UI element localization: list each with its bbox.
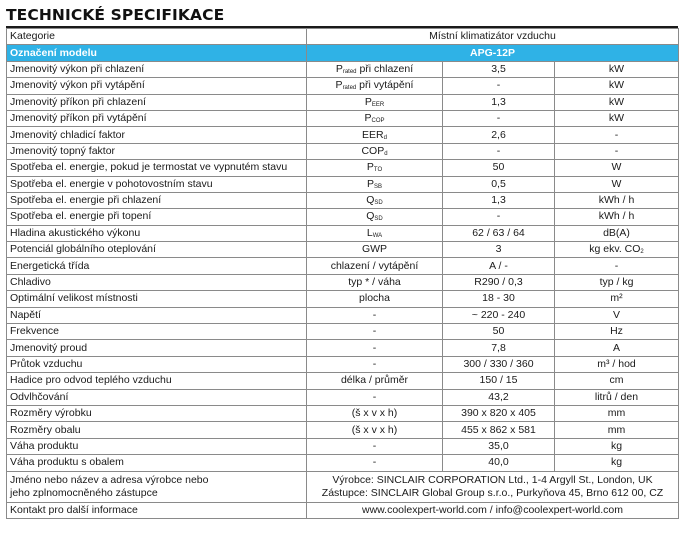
spec-row xyxy=(7,258,679,274)
spec-value: 1,3 xyxy=(443,192,555,208)
page-title: TECHNICKÉ SPECIFIKACE xyxy=(6,6,225,24)
manufacturer-line2: Zástupce: SINCLAIR Global Group s.r.o., Purkyňova 45, Brno 612 00, CZ xyxy=(321,486,664,499)
spec-unit-main: cm xyxy=(609,374,624,387)
spec-symbol-subscript: COP xyxy=(371,118,385,125)
spec-label: Spotřeba el. energie v pohotovostním stavu xyxy=(7,176,307,192)
spec-symbol-main: P xyxy=(335,79,343,92)
spec-label: Energetická třída xyxy=(7,258,307,274)
spec-unit xyxy=(555,110,679,126)
spec-value: 62 / 63 / 64 xyxy=(443,225,555,241)
spec-symbol-subscript: TO xyxy=(373,167,383,174)
spec-unit-main: kW xyxy=(608,62,625,75)
category-value: Místní klimatizátor vzduchu xyxy=(307,29,679,45)
spec-symbol xyxy=(307,242,443,258)
spec-symbol-subscript: SD xyxy=(374,200,383,207)
spec-row xyxy=(7,127,679,143)
spec-label: Spotřeba el. energie při topení xyxy=(7,209,307,225)
spec-unit-main: typ / kg xyxy=(599,276,634,289)
spec-unit-main: kg xyxy=(610,439,623,452)
spec-symbol-main: P xyxy=(364,95,372,108)
spec-table-body xyxy=(7,29,679,472)
spec-symbol xyxy=(307,110,443,126)
spec-unit xyxy=(555,160,679,176)
spec-symbol xyxy=(307,356,443,372)
spec-label: Rozměry výrobku xyxy=(7,405,307,421)
spec-unit-main: kg ekv. CO xyxy=(589,243,641,256)
spec-row xyxy=(7,307,679,323)
spec-label: Jmenovitý příkon při vytápění xyxy=(7,110,307,126)
spec-symbol xyxy=(307,307,443,323)
spec-symbol xyxy=(307,192,443,208)
spec-symbol-main: - xyxy=(372,325,377,338)
contact-label: Kontakt pro další informace xyxy=(7,502,307,518)
spec-label: Váha produktu xyxy=(7,438,307,454)
spec-symbol-main: EER xyxy=(362,128,384,141)
spec-symbol-main: - xyxy=(372,456,377,469)
spec-row xyxy=(7,160,679,176)
spec-value: 3 xyxy=(443,242,555,258)
spec-symbol xyxy=(307,258,443,274)
spec-symbol xyxy=(307,340,443,356)
spec-value: 50 xyxy=(443,160,555,176)
spec-label: Průtok vzduchu xyxy=(7,356,307,372)
spec-unit-main: mm xyxy=(607,407,626,420)
spec-row xyxy=(7,225,679,241)
spec-unit xyxy=(555,94,679,110)
contact-value: www.coolexpert-world.com / info@coolexpert-world.com xyxy=(307,502,679,518)
spec-unit xyxy=(555,405,679,421)
spec-row xyxy=(7,78,679,94)
spec-row xyxy=(7,389,679,405)
spec-symbol xyxy=(307,160,443,176)
spec-unit xyxy=(555,291,679,307)
manufacturer-line1: Výrobce: SINCLAIR CORPORATION Ltd., 1-4 Argyll St., London, UK xyxy=(332,474,653,487)
spec-row xyxy=(7,176,679,192)
spec-symbol-main: (š x v x h) xyxy=(351,423,398,436)
spec-unit-main: - xyxy=(614,128,619,141)
category-row xyxy=(7,29,679,45)
spec-symbol-main: délka / průměr xyxy=(340,374,409,387)
spec-label: Jmenovitý výkon při vytápění xyxy=(7,78,307,94)
spec-value: ~ 220 - 240 xyxy=(443,307,555,323)
spec-unit-main: mm xyxy=(607,423,626,436)
spec-row xyxy=(7,110,679,126)
spec-unit xyxy=(555,258,679,274)
spec-value: 35,0 xyxy=(443,438,555,454)
spec-unit-main: V xyxy=(612,308,620,321)
model-value: APG-12P xyxy=(307,45,679,61)
spec-symbol xyxy=(307,373,443,389)
spec-row xyxy=(7,274,679,290)
spec-unit xyxy=(555,242,679,258)
spec-symbol-suffix: při chlazení xyxy=(356,62,414,75)
spec-symbol xyxy=(307,143,443,159)
spec-symbol xyxy=(307,209,443,225)
spec-unit-main: m³ / hod xyxy=(597,358,636,370)
spec-value: 43,2 xyxy=(443,389,555,405)
spec-table-footer xyxy=(7,471,679,518)
spec-row xyxy=(7,143,679,159)
spec-label: Spotřeba el. energie, pokud je termostat ve vypnutém stavu xyxy=(7,160,307,176)
spec-symbol-main: L xyxy=(366,226,373,239)
spec-unit-main: - xyxy=(614,259,619,272)
spec-unit-main: kWh / h xyxy=(598,194,635,207)
spec-symbol-subscript: d xyxy=(384,150,388,157)
spec-symbol xyxy=(307,225,443,241)
spec-row xyxy=(7,356,679,372)
manufacturer-row xyxy=(7,471,679,502)
spec-unit-main: kW xyxy=(608,95,625,108)
spec-row xyxy=(7,422,679,438)
spec-value: 390 x 820 x 405 xyxy=(443,405,555,421)
spec-label: Rozměry obalu xyxy=(7,422,307,438)
spec-unit xyxy=(555,438,679,454)
spec-unit-main: dB(A) xyxy=(603,226,630,239)
spec-symbol xyxy=(307,405,443,421)
spec-row xyxy=(7,61,679,77)
spec-row xyxy=(7,438,679,454)
spec-symbol-subscript: rated xyxy=(342,68,357,75)
spec-unit xyxy=(555,373,679,389)
spec-symbol xyxy=(307,422,443,438)
spec-label: Jmenovitý příkon při chlazení xyxy=(7,94,307,110)
spec-symbol xyxy=(307,324,443,340)
spec-symbol-main: COP xyxy=(361,144,385,157)
spec-unit-main: litrů / den xyxy=(594,390,639,403)
spec-label: Spotřeba el. energie při chlazení xyxy=(7,192,307,208)
spec-unit-subscript: 2 xyxy=(640,249,644,256)
spec-symbol-main: chlazení / vytápění xyxy=(330,259,419,272)
spec-unit-main: - xyxy=(614,144,619,157)
spec-symbol-main: (š x v x h) xyxy=(351,407,398,420)
spec-symbol-subscript: SD xyxy=(374,216,383,223)
spec-unit-main: A xyxy=(612,341,620,354)
spec-symbol-main: Q xyxy=(366,210,375,223)
spec-unit xyxy=(555,422,679,438)
spec-unit-main: kg xyxy=(610,456,623,469)
spec-row xyxy=(7,192,679,208)
spec-value: 300 / 330 / 360 xyxy=(443,356,555,372)
spec-value: 7,8 xyxy=(443,340,555,356)
spec-value: R290 / 0,3 xyxy=(443,274,555,290)
spec-unit xyxy=(555,192,679,208)
spec-row xyxy=(7,94,679,110)
spec-symbol-main: P xyxy=(366,161,374,174)
spec-label: Napětí xyxy=(7,307,307,323)
spec-value: 18 - 30 xyxy=(443,291,555,307)
spec-value: 2,6 xyxy=(443,127,555,143)
spec-symbol-subscript: d xyxy=(383,134,387,141)
spec-symbol xyxy=(307,176,443,192)
spec-symbol-main: - xyxy=(372,341,377,354)
manufacturer-label xyxy=(7,471,307,502)
spec-value: 1,3 xyxy=(443,94,555,110)
spec-row xyxy=(7,373,679,389)
model-row xyxy=(7,45,679,61)
spec-symbol xyxy=(307,455,443,471)
spec-symbol-subscript: EER xyxy=(371,101,385,108)
spec-row xyxy=(7,455,679,471)
spec-symbol xyxy=(307,78,443,94)
spec-unit xyxy=(555,78,679,94)
spec-value: 40,0 xyxy=(443,455,555,471)
spec-label: Hadice pro odvod teplého vzduchu xyxy=(7,373,307,389)
spec-label: Jmenovitý topný faktor xyxy=(7,143,307,159)
spec-row xyxy=(7,242,679,258)
spec-unit-main: kWh / h xyxy=(598,210,635,223)
spec-symbol xyxy=(307,61,443,77)
spec-unit xyxy=(555,389,679,405)
spec-unit xyxy=(555,209,679,225)
spec-unit xyxy=(555,176,679,192)
spec-unit xyxy=(555,455,679,471)
spec-unit-main: kW xyxy=(608,112,625,125)
spec-value: - xyxy=(443,110,555,126)
contact-row xyxy=(7,502,679,518)
spec-value: - xyxy=(443,78,555,94)
spec-unit xyxy=(555,340,679,356)
model-label: Označení modelu xyxy=(7,45,307,61)
spec-symbol xyxy=(307,389,443,405)
spec-symbol-subscript: rated xyxy=(342,85,357,92)
spec-symbol-subscript: WA xyxy=(372,232,383,239)
spec-unit xyxy=(555,127,679,143)
spec-symbol-main: - xyxy=(372,358,377,370)
spec-value: 455 x 862 x 581 xyxy=(443,422,555,438)
spec-label: Jmenovitý chladicí faktor xyxy=(7,127,307,143)
spec-row xyxy=(7,209,679,225)
spec-symbol-subscript: SB xyxy=(374,183,383,190)
spec-symbol-suffix: při vytápění xyxy=(356,79,414,92)
spec-unit-main: m² xyxy=(610,292,623,305)
spec-label: Jmenovitý výkon při chlazení xyxy=(7,61,307,77)
spec-symbol-main: GWP xyxy=(361,243,388,256)
spec-unit xyxy=(555,225,679,241)
spec-row xyxy=(7,324,679,340)
manufacturer-label-line2: jeho zplnomocněného zástupce xyxy=(10,486,158,499)
spec-symbol-main: Q xyxy=(366,194,375,207)
manufacturer-label-line1: Jméno nebo název a adresa výrobce nebo xyxy=(10,474,209,487)
spec-unit xyxy=(555,143,679,159)
spec-label: Hladina akustického výkonu xyxy=(7,225,307,241)
spec-symbol xyxy=(307,127,443,143)
spec-value: - xyxy=(443,209,555,225)
spec-unit xyxy=(555,61,679,77)
spec-table xyxy=(6,28,679,519)
spec-symbol-main: - xyxy=(372,308,377,321)
spec-row xyxy=(7,405,679,421)
spec-symbol xyxy=(307,438,443,454)
spec-symbol-main: - xyxy=(372,439,377,452)
category-label: Kategorie xyxy=(7,29,307,45)
spec-row xyxy=(7,291,679,307)
spec-symbol-main: - xyxy=(372,390,377,403)
spec-value: 50 xyxy=(443,324,555,340)
spec-label: Frekvence xyxy=(7,324,307,340)
spec-label: Potenciál globálního oteplování xyxy=(7,242,307,258)
spec-unit xyxy=(555,356,679,372)
spec-unit-main: W xyxy=(611,177,622,190)
spec-label: Odvlhčování xyxy=(7,389,307,405)
spec-symbol xyxy=(307,291,443,307)
spec-value: A / - xyxy=(443,258,555,274)
spec-symbol-main: P xyxy=(364,112,372,125)
spec-label: Chladivo xyxy=(7,274,307,290)
spec-unit-main: Hz xyxy=(610,325,623,338)
spec-unit xyxy=(555,324,679,340)
spec-unit xyxy=(555,307,679,323)
spec-value: 0,5 xyxy=(443,176,555,192)
spec-value: - xyxy=(443,143,555,159)
spec-value: 150 / 15 xyxy=(443,373,555,389)
spec-symbol-main: P xyxy=(335,62,343,75)
spec-symbol-main: typ * / váha xyxy=(348,276,401,289)
spec-symbol-main: P xyxy=(366,177,374,190)
spec-value: 3,5 xyxy=(443,61,555,77)
manufacturer-value xyxy=(307,471,679,502)
spec-symbol xyxy=(307,94,443,110)
spec-unit-main: W xyxy=(611,161,622,174)
spec-unit xyxy=(555,274,679,290)
spec-symbol-main: plocha xyxy=(359,292,390,305)
spec-row xyxy=(7,340,679,356)
spec-label: Váha produktu s obalem xyxy=(7,455,307,471)
spec-unit-main: kW xyxy=(608,79,625,92)
spec-label: Optimální velikost místnosti xyxy=(7,291,307,307)
spec-symbol xyxy=(307,274,443,290)
spec-label: Jmenovitý proud xyxy=(7,340,307,356)
